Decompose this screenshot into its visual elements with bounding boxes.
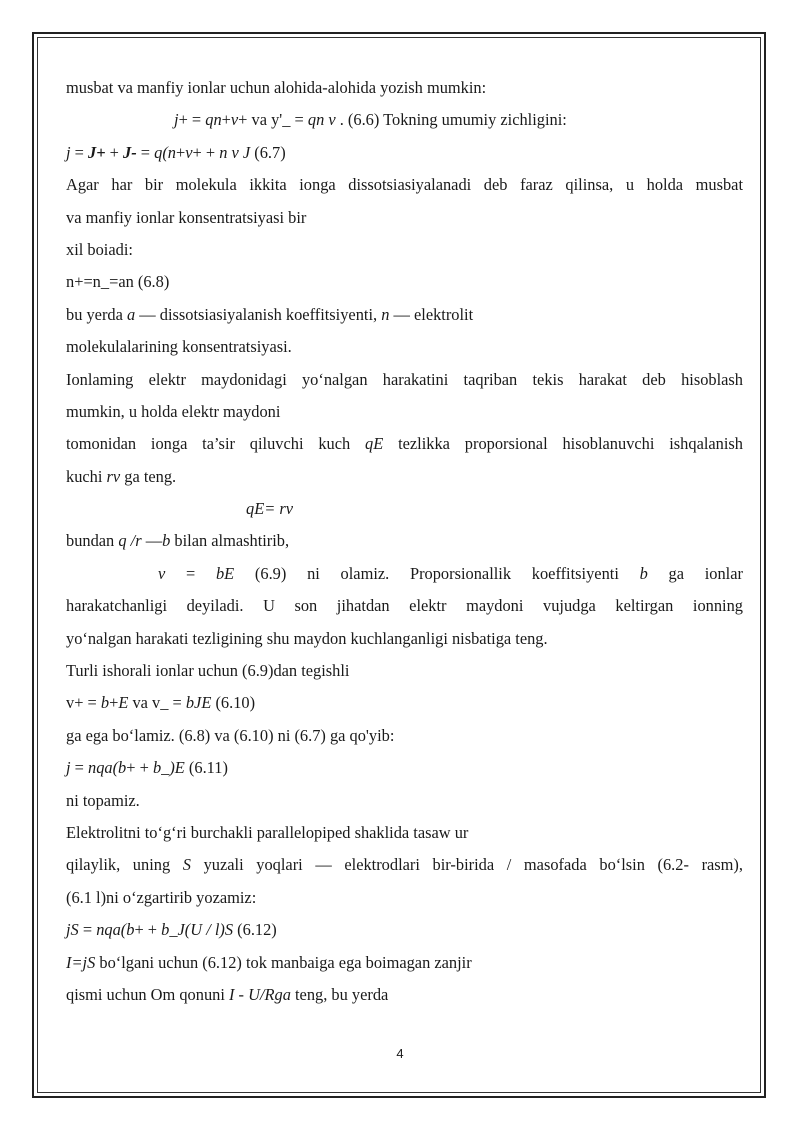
text-line (66, 461, 743, 493)
text-line (66, 947, 743, 979)
text-run: n v J (219, 142, 251, 162)
text-run: + + (134, 920, 162, 940)
text-run: qn (205, 110, 222, 130)
text-run: qE (365, 434, 384, 454)
text-run: qilaylik, uning (66, 855, 183, 875)
text-run: Agar har bir molekula ikkita ionga dissotsiasiyalanadi deb faraz qilinsa, u holda musbat (66, 175, 743, 195)
document-body (66, 72, 743, 1011)
text-run: ni topamiz. (66, 790, 140, 810)
text-run: bu yerda (66, 304, 127, 324)
text-run: q /r (118, 531, 142, 551)
text-run: + (221, 110, 231, 130)
text-line (66, 396, 743, 428)
text-run: (6.12) (233, 920, 277, 940)
text-line (66, 137, 743, 169)
text-run: n+=n_=an (6.8) (66, 272, 170, 292)
text-run: J- (123, 142, 137, 162)
text-run: rv (106, 466, 121, 486)
text-line (66, 720, 743, 752)
text-run: v (185, 142, 193, 162)
text-run: I=jS (66, 952, 96, 972)
text-run: — (141, 531, 163, 551)
text-run: + (109, 693, 119, 713)
text-line (66, 364, 743, 396)
text-line (66, 752, 743, 784)
text-line (66, 590, 743, 622)
text-run: j (66, 758, 71, 778)
text-run: b (100, 693, 110, 713)
text-run: qismi uchun Om qonuni (66, 984, 229, 1004)
text-run: . (6.6) Tokning umumiy zichligini: (335, 110, 567, 130)
text-run: + va y'_ = (238, 110, 308, 130)
text-run: molekulalarining konsentratsiyasi. (66, 337, 292, 357)
text-run: nqa(b (88, 758, 127, 778)
text-line (66, 687, 743, 719)
text-run: qn v (307, 110, 336, 130)
text-run: b (162, 531, 171, 551)
text-run: v+ = (66, 693, 101, 713)
text-run: (6.10) (211, 693, 256, 713)
text-run: musbat va manfiy ionlar uchun alohida-alohida yozish mumkin: (66, 78, 487, 97)
text-run: + = (178, 110, 206, 130)
text-run: j (66, 142, 71, 162)
text-run: b_J(U / l)S (161, 920, 234, 940)
text-run: + (105, 142, 124, 162)
text-line (66, 266, 743, 298)
text-run: ga ionlar (647, 563, 743, 583)
text-run: qE= rv (246, 499, 294, 519)
text-run: bundan (66, 531, 119, 551)
text-line (66, 234, 743, 266)
text-line (66, 785, 743, 817)
text-run: va v_ = (128, 693, 186, 713)
text-run: xil boiadi: (66, 239, 133, 259)
text-line (66, 525, 743, 557)
text-line (66, 558, 743, 590)
text-run: yuzali yoqlari — elektrodlari bir-birida / masofada bo‘lsin (6.2- rasm), (190, 855, 743, 875)
text-run: kuchi (66, 466, 107, 486)
text-run: ga teng. (120, 466, 177, 486)
text-run: bE (215, 563, 235, 583)
text-run: Elektrolitni to‘g‘ri burchakli parallelopiped shaklida tasaw ur (66, 822, 469, 842)
text-run: = (70, 142, 89, 162)
text-run: tezlikka proporsional hisoblanuvchi ishqalanish (383, 434, 743, 454)
text-line (66, 817, 743, 849)
text-line (66, 979, 743, 1011)
text-run: (6.7) (250, 142, 286, 162)
text-run: tomonidan ionga ta’sir qiluvchi kuch (66, 434, 366, 454)
text-line (66, 493, 743, 525)
text-run: + + (192, 142, 220, 162)
text-run: j (174, 110, 179, 130)
text-run: + + (126, 758, 153, 778)
text-run: mumkin, u holda elektr maydoni (66, 401, 281, 421)
text-run: (6.9) ni olamiz. Proporsionallik koeffitsiyenti (234, 563, 640, 583)
text-line (66, 882, 743, 914)
text-run: I - U/Rga (229, 984, 291, 1004)
text-run: = (136, 142, 155, 162)
text-run: v (230, 110, 239, 130)
text-line (66, 169, 743, 201)
text-run: bJE (185, 693, 212, 713)
text-run: Ionlaming elektr maydonidagi yo‘nalgan harakatini taqriban tekis harakat deb hisoblash (66, 369, 743, 389)
text-run: n (381, 304, 390, 324)
text-line (66, 104, 743, 136)
text-run: v (158, 563, 166, 583)
text-run: = (70, 758, 89, 778)
text-run: b_)E (152, 758, 185, 778)
text-line (66, 428, 743, 460)
text-run: ga ega bo‘lamiz. (6.8) va (6.10) ni (6.7) ga qo'yib: (66, 725, 395, 745)
text-line (66, 623, 743, 655)
text-run: — elektrolit (389, 304, 474, 324)
text-run: = (165, 563, 216, 583)
text-run: jS (66, 920, 79, 940)
text-run: S (182, 855, 191, 875)
text-line (66, 914, 743, 946)
text-line (66, 202, 743, 234)
text-run: = (78, 920, 97, 940)
text-run: (6.11) (184, 758, 228, 778)
text-run: (6.1 l)ni o‘zgartirib yozamiz: (66, 887, 257, 907)
text-run: E (118, 693, 129, 713)
text-run: q(n (154, 142, 176, 162)
text-run: J+ (88, 142, 106, 162)
text-run: teng, bu yerda (290, 984, 389, 1004)
page-number: 4 (396, 1046, 404, 1061)
text-run: — dissotsiasiyalanish koeffitsiyenti, (135, 304, 382, 324)
text-run: + (175, 142, 186, 162)
text-line (66, 72, 743, 104)
text-line (66, 331, 743, 363)
text-line (66, 655, 743, 687)
text-run: bo‘lgani uchun (6.12) tok manbaiga ega boimagan zanjir (95, 952, 472, 972)
text-line (66, 299, 743, 331)
text-run: b (639, 563, 648, 583)
text-run: Turli ishorali ionlar uchun (6.9)dan tegishli (66, 661, 350, 681)
text-run: yo‘nalgan harakati tezligining shu maydon kuchlanganligi nisbatiga teng. (66, 628, 548, 648)
text-line (66, 849, 743, 881)
text-run: va manfiy ionlar konsentratsiyasi bir (66, 207, 307, 227)
text-run: a (127, 304, 136, 324)
text-run: nqa(b (96, 920, 135, 940)
text-run: harakatchanligi deyiladi. U son jihatdan elektr maydoni vujudga keltirgan ionning (66, 596, 743, 616)
text-run: bilan almashtirib, (170, 531, 290, 551)
